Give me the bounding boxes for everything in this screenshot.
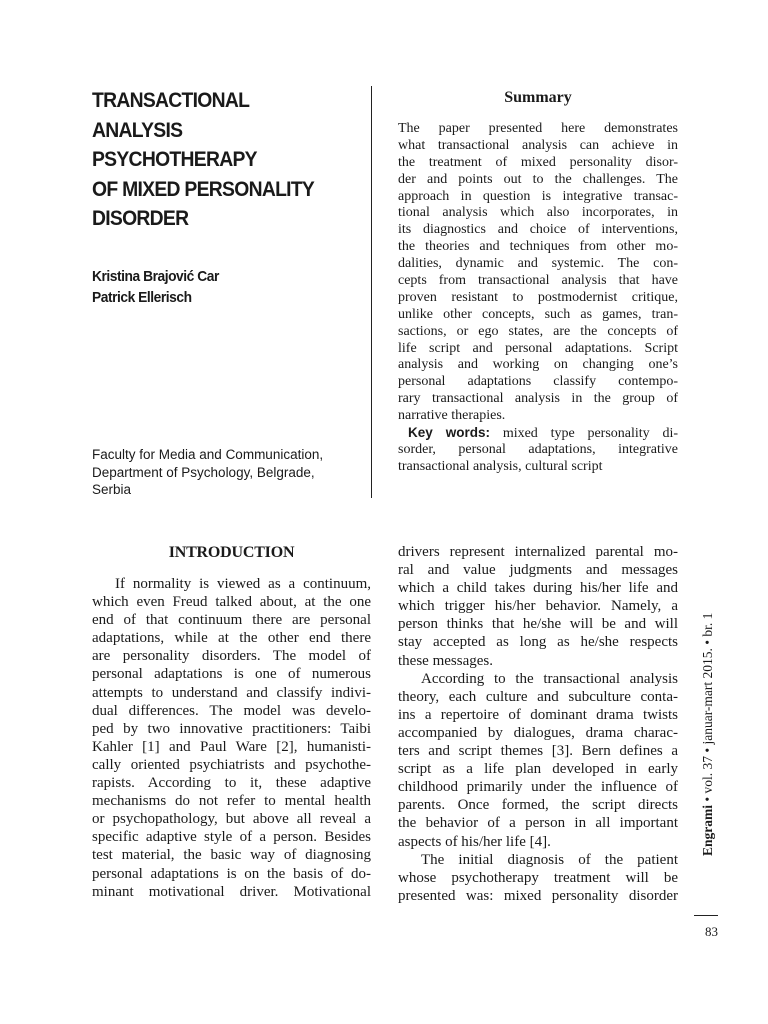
summary-line: approach in question is integrative transac-	[398, 188, 678, 204]
keywords-text: mixed type personality di-	[490, 426, 678, 442]
body-line: rapists. According to it, these adaptive	[92, 775, 371, 792]
keywords-label: Key words:	[408, 425, 491, 441]
summary-line: life script and personal adaptations. Script	[398, 340, 678, 356]
title-line: OF MIXED PERSONALITY	[92, 176, 315, 201]
body-column-right	[398, 543, 678, 905]
body-line: dual differences. The model was develo-	[92, 702, 371, 719]
body-line: ped by two innovative practitioners: Taibi	[92, 720, 371, 737]
summary-line: what transactional analysis can achieve in	[398, 137, 678, 153]
body-line: specific adaptive style of a person. Besides	[92, 829, 371, 846]
body-line: end of that continuum there are personal	[92, 612, 371, 629]
summary-line: tional analysis which also incorporates, in	[398, 205, 678, 221]
keywords-line: sorder, personal adaptations, integrative	[398, 441, 678, 457]
body-line: childhood primarily under the influence of	[398, 779, 678, 796]
body-line: cally oriented psychiatrists and psychothe-	[92, 756, 371, 773]
body-line: mechanisms do not refer to mental health	[92, 793, 371, 810]
body-line: drivers represent internalized parental mo-	[398, 544, 678, 560]
summary-line: the theories and techniques from other mo-	[398, 239, 678, 255]
author-list	[92, 266, 340, 308]
summary-line: narrative therapies.	[398, 408, 506, 424]
page-number-rule	[694, 915, 718, 916]
affiliation-line: Department of Psychology, Belgrade,	[92, 464, 315, 480]
body-line: which trigger his/her behavior. Namely, a	[398, 598, 678, 615]
affiliation-line: Serbia	[92, 482, 132, 497]
body-line: which even Freud talked about, at the one	[92, 594, 371, 611]
body-line: presented was: mixed personality disorder	[398, 887, 678, 904]
body-column-left	[92, 575, 371, 901]
summary-line: unlike other concepts, such as games, tran-	[398, 306, 678, 322]
summary-line: The paper presented here demonstrates	[398, 121, 678, 136]
body-line: personal adaptations is on the basis of do-	[92, 865, 371, 882]
body-line: whose psychotherapy treatment will be	[398, 869, 678, 886]
body-line: these messages.	[398, 652, 493, 669]
running-header-text	[700, 613, 716, 856]
body-line: which a child takes during his/her life and	[398, 580, 678, 597]
affiliation	[92, 446, 362, 499]
body-line: script as a life plan developed in early	[398, 761, 678, 778]
body-line: aspects of his/her life [4].	[398, 833, 551, 850]
keywords-line	[398, 425, 678, 442]
column-divider	[371, 86, 372, 498]
body-line: accompanied by dialogues, drama charac-	[398, 724, 678, 741]
journal-name: Engrami	[700, 804, 715, 856]
summary-text	[398, 121, 678, 476]
summary-line: its diagnostics and choice of interventions,	[398, 222, 678, 238]
page-number: 83	[705, 924, 718, 939]
body-line: theory, each culture and subculture conta-	[398, 688, 678, 705]
summary-line: proven resistant to postmodernist critique,	[398, 289, 678, 305]
body-line: ral and value judgments and messages	[398, 562, 678, 579]
body-line: or psychopathology, but above all reveal a	[92, 811, 371, 828]
body-line: ters and script themes [3]. Bern defines a	[398, 743, 678, 760]
summary-line: rary transactional analysis in the group of	[398, 391, 678, 407]
body-line: test material, the basic way of diagnosing	[92, 847, 371, 864]
body-line: The initial diagnosis of the patient	[421, 851, 678, 868]
body-line: If normality is viewed as a continuum,	[115, 576, 371, 592]
body-line: According to the transactional analysis	[421, 670, 678, 687]
affiliation-line: Faculty for Media and Communication,	[92, 447, 324, 462]
summary-heading: Summary	[504, 89, 572, 106]
summary-line: personal adaptations classify contempo-	[398, 374, 678, 390]
summary-line: cepts from transactional analysis that have	[398, 273, 678, 289]
body-line: personal adaptations is one of numerous	[92, 666, 371, 683]
introduction-heading: INTRODUCTION	[168, 544, 295, 561]
title-line: PSYCHOTHERAPY	[92, 147, 257, 171]
summary-line: sactions, or ego states, are the concepts of	[398, 323, 678, 339]
body-line: Kahler [1] and Paul Ware [2], humanisti-	[92, 738, 371, 755]
summary-line: the treatment of mixed personality disor-	[398, 154, 678, 170]
summary-line: analysis and working on changing one’s	[398, 357, 678, 373]
body-line: stay accepted as long as he/she respects	[398, 634, 678, 651]
journal-details: • vol. 37 • januar-mart 2015. • br. 1	[700, 612, 715, 805]
body-line: attempts to understand and classify indivi-	[92, 684, 371, 701]
author-name: Kristina Brajović Car	[92, 268, 219, 285]
body-line: are personality disorders. The model of	[92, 648, 371, 665]
summary-line: der and points out to the challenges. The	[398, 171, 678, 187]
body-line: the behavior of a person in all important	[398, 815, 678, 832]
title-line: ANALYSIS	[92, 117, 183, 142]
author-name: Patrick Ellerisch	[92, 289, 192, 306]
body-line: ins a repertoire of dominant drama twists	[398, 706, 678, 723]
body-line: person thinks that he/she will be and will	[398, 616, 678, 633]
body-line: adaptations, while at the other end there	[92, 630, 371, 647]
title-line: DISORDER	[92, 206, 189, 230]
body-line: minant motivational driver. Motivational	[92, 883, 371, 900]
body-line: parents. Once formed, the script directs	[398, 797, 678, 814]
summary-line: dalities, dynamic and systemic. The con-	[398, 256, 678, 272]
article-title	[92, 86, 335, 234]
title-line: TRANSACTIONAL	[92, 88, 250, 112]
keywords-line: transactional analysis, cultural script	[398, 458, 603, 474]
